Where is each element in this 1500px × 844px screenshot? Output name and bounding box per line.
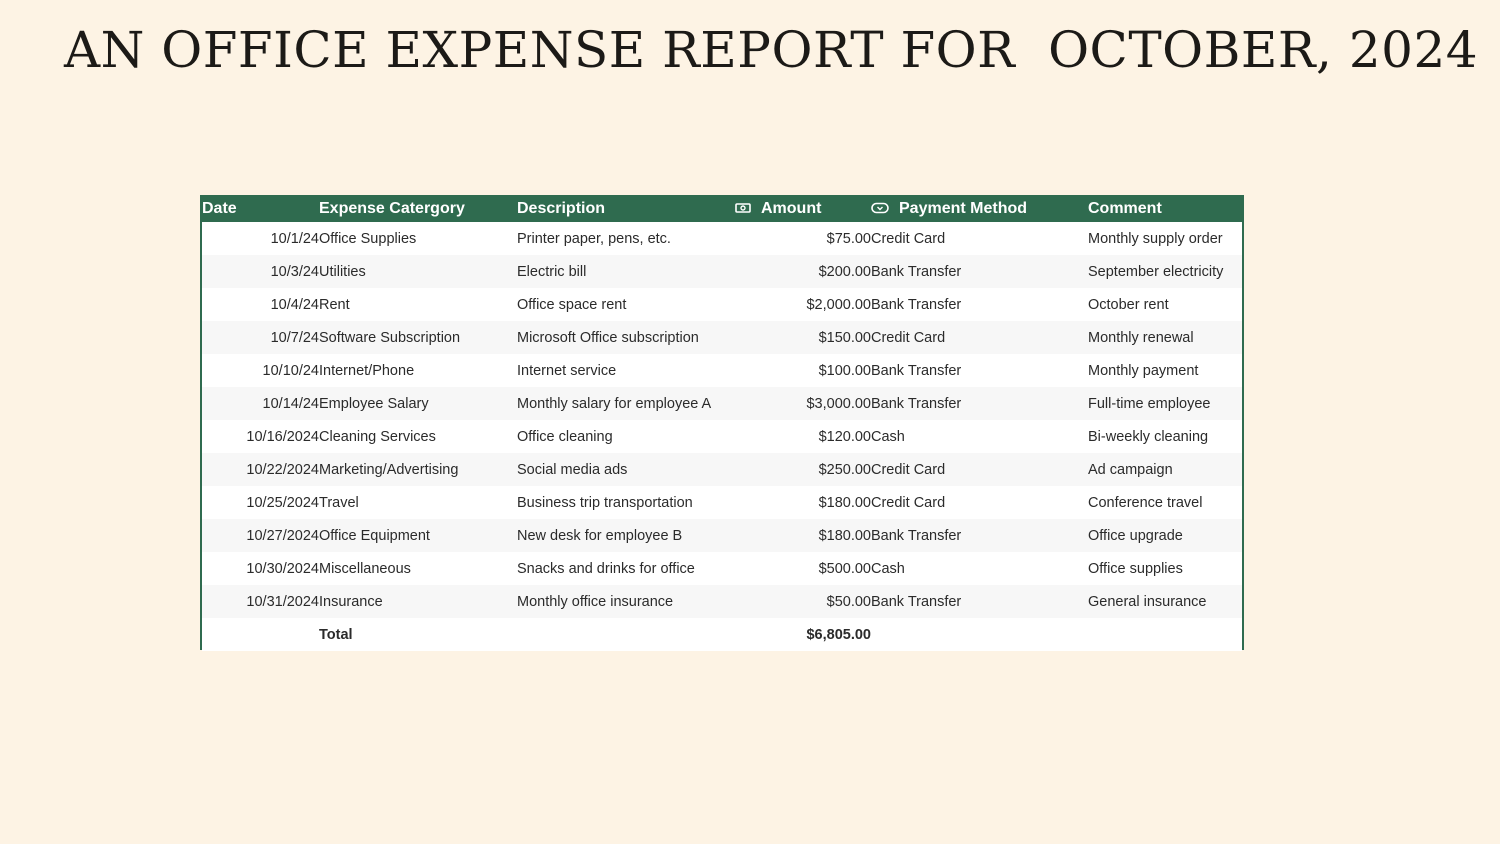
cell-category[interactable]: Marketing/Advertising — [319, 453, 517, 486]
cell-description[interactable]: Microsoft Office subscription — [517, 321, 735, 354]
total-row — [202, 618, 1242, 651]
cell-amount[interactable]: $75.00 — [826, 230, 871, 247]
cell-comment[interactable]: Monthly payment — [1088, 362, 1199, 379]
cell-description[interactable]: Electric bill — [517, 255, 735, 288]
cell-description[interactable]: Snacks and drinks for office — [517, 560, 695, 577]
cell-amount[interactable]: $2,000.00 — [806, 296, 871, 313]
cell-amount[interactable]: $3,000.00 — [735, 387, 871, 420]
cell-payment-method[interactable]: Bank Transfer — [871, 255, 1088, 288]
cell-category[interactable]: Software Subscription — [319, 321, 517, 354]
cell-date[interactable]: 10/14/24 — [202, 387, 319, 420]
total-amount[interactable]: $6,805.00 — [735, 618, 871, 651]
cell-category[interactable]: Insurance — [319, 585, 517, 618]
cell-amount[interactable]: $150.00 — [735, 321, 871, 354]
header-amount-label: Amount — [761, 199, 822, 217]
cell-category[interactable]: Utilities — [319, 255, 517, 288]
cell-description[interactable]: New desk for employee B — [517, 519, 735, 552]
cell-date[interactable]: 10/10/24 — [262, 362, 319, 379]
expense-sheet — [200, 195, 1244, 650]
cell-amount[interactable]: $120.00 — [818, 428, 871, 445]
cell-category[interactable]: Office Supplies — [319, 230, 417, 247]
cell-amount[interactable]: $100.00 — [818, 362, 871, 379]
cell-payment-method[interactable]: Bank Transfer — [871, 585, 1088, 618]
cell-date[interactable]: 10/25/2024 — [246, 494, 319, 511]
expense-rows — [202, 222, 1242, 651]
cell-category[interactable]: Miscellaneous — [319, 560, 411, 577]
cell-amount[interactable]: $250.00 — [735, 453, 871, 486]
table-row — [202, 519, 1242, 552]
cell-amount[interactable]: $180.00 — [818, 494, 871, 511]
table-row — [202, 552, 1242, 585]
expense-table — [202, 195, 1242, 651]
cell-category[interactable]: Employee Salary — [319, 387, 517, 420]
cell-payment-method[interactable]: Cash — [871, 428, 905, 445]
cell-payment-method[interactable]: Bank Transfer — [871, 296, 962, 313]
cell-empty[interactable] — [871, 618, 1088, 651]
cell-description[interactable]: Business trip transportation — [517, 494, 693, 511]
cell-empty[interactable] — [1088, 618, 1242, 651]
cell-description[interactable]: Internet service — [517, 362, 617, 379]
cell-amount[interactable]: $180.00 — [735, 519, 871, 552]
cell-date[interactable]: 10/3/24 — [202, 255, 319, 288]
cell-category[interactable]: Travel — [319, 494, 359, 511]
cell-date[interactable]: 10/7/24 — [202, 321, 319, 354]
cell-comment[interactable]: Office supplies — [1088, 560, 1183, 577]
cell-comment[interactable]: Monthly renewal — [1088, 321, 1242, 354]
cell-date[interactable]: 10/1/24 — [270, 230, 319, 247]
cell-date[interactable]: 10/30/2024 — [246, 560, 319, 577]
cell-category[interactable]: Internet/Phone — [319, 362, 415, 379]
report-title: AN OFFICE EXPENSE REPORT FOR OCTOBER, 2024 — [64, 21, 1479, 79]
cell-date[interactable]: 10/16/2024 — [246, 428, 319, 445]
cell-payment-method[interactable]: Bank Transfer — [871, 519, 1088, 552]
cell-date[interactable]: 10/22/2024 — [202, 453, 319, 486]
cash-icon — [735, 202, 751, 214]
table-row — [202, 354, 1242, 387]
cell-payment-method[interactable]: Credit Card — [871, 321, 1088, 354]
cell-description[interactable]: Monthly office insurance — [517, 585, 735, 618]
cell-payment-method[interactable]: Credit Card — [871, 230, 946, 247]
header-payment-method[interactable] — [871, 195, 1088, 222]
table-row — [202, 222, 1242, 255]
cell-amount[interactable]: $50.00 — [735, 585, 871, 618]
header-amount[interactable] — [735, 195, 871, 222]
cell-description[interactable]: Printer paper, pens, etc. — [517, 230, 671, 247]
cell-comment[interactable]: October rent — [1088, 296, 1169, 313]
cell-category[interactable]: Rent — [319, 296, 350, 313]
cell-description[interactable]: Office cleaning — [517, 428, 613, 445]
header-date[interactable]: Date — [202, 195, 319, 222]
cell-category[interactable]: Office Equipment — [319, 519, 517, 552]
cell-empty[interactable] — [202, 618, 319, 651]
header-description[interactable]: Description — [517, 195, 735, 222]
cell-description[interactable]: Office space rent — [517, 296, 627, 313]
table-row — [202, 585, 1242, 618]
cell-comment[interactable]: Ad campaign — [1088, 453, 1242, 486]
table-row — [202, 420, 1242, 453]
cell-amount[interactable]: $500.00 — [818, 560, 871, 577]
cell-date[interactable]: 10/31/2024 — [202, 585, 319, 618]
cell-comment[interactable]: Bi-weekly cleaning — [1088, 428, 1209, 445]
cell-comment[interactable]: Conference travel — [1088, 494, 1203, 511]
table-row — [202, 321, 1242, 354]
cell-category[interactable]: Cleaning Services — [319, 428, 436, 445]
cell-payment-method[interactable]: Credit Card — [871, 453, 1088, 486]
dropdown-chip-icon — [871, 202, 889, 214]
table-row — [202, 486, 1242, 519]
cell-comment[interactable]: General insurance — [1088, 585, 1242, 618]
header-category[interactable]: Expense Catergory — [319, 195, 517, 222]
cell-comment[interactable]: September electricity — [1088, 255, 1242, 288]
cell-date[interactable]: 10/27/2024 — [202, 519, 319, 552]
cell-payment-method[interactable]: Credit Card — [871, 494, 946, 511]
cell-payment-method[interactable]: Bank Transfer — [871, 387, 1088, 420]
cell-description[interactable]: Social media ads — [517, 453, 735, 486]
cell-payment-method[interactable]: Cash — [871, 560, 905, 577]
cell-amount[interactable]: $200.00 — [735, 255, 871, 288]
cell-comment[interactable]: Office upgrade — [1088, 519, 1242, 552]
cell-empty[interactable] — [517, 618, 735, 651]
cell-comment[interactable]: Full-time employee — [1088, 387, 1242, 420]
header-payment-label: Payment Method — [899, 199, 1028, 217]
cell-comment[interactable]: Monthly supply order — [1088, 230, 1223, 247]
table-row — [202, 288, 1242, 321]
table-row — [202, 255, 1242, 288]
cell-description[interactable]: Monthly salary for employee A — [517, 387, 735, 420]
header-comment[interactable]: Comment — [1088, 195, 1242, 222]
cell-date[interactable]: 10/4/24 — [270, 296, 319, 313]
header-row — [202, 195, 1242, 222]
total-label[interactable]: Total — [319, 618, 517, 651]
cell-payment-method[interactable]: Bank Transfer — [871, 362, 962, 379]
table-row — [202, 387, 1242, 420]
table-row — [202, 453, 1242, 486]
